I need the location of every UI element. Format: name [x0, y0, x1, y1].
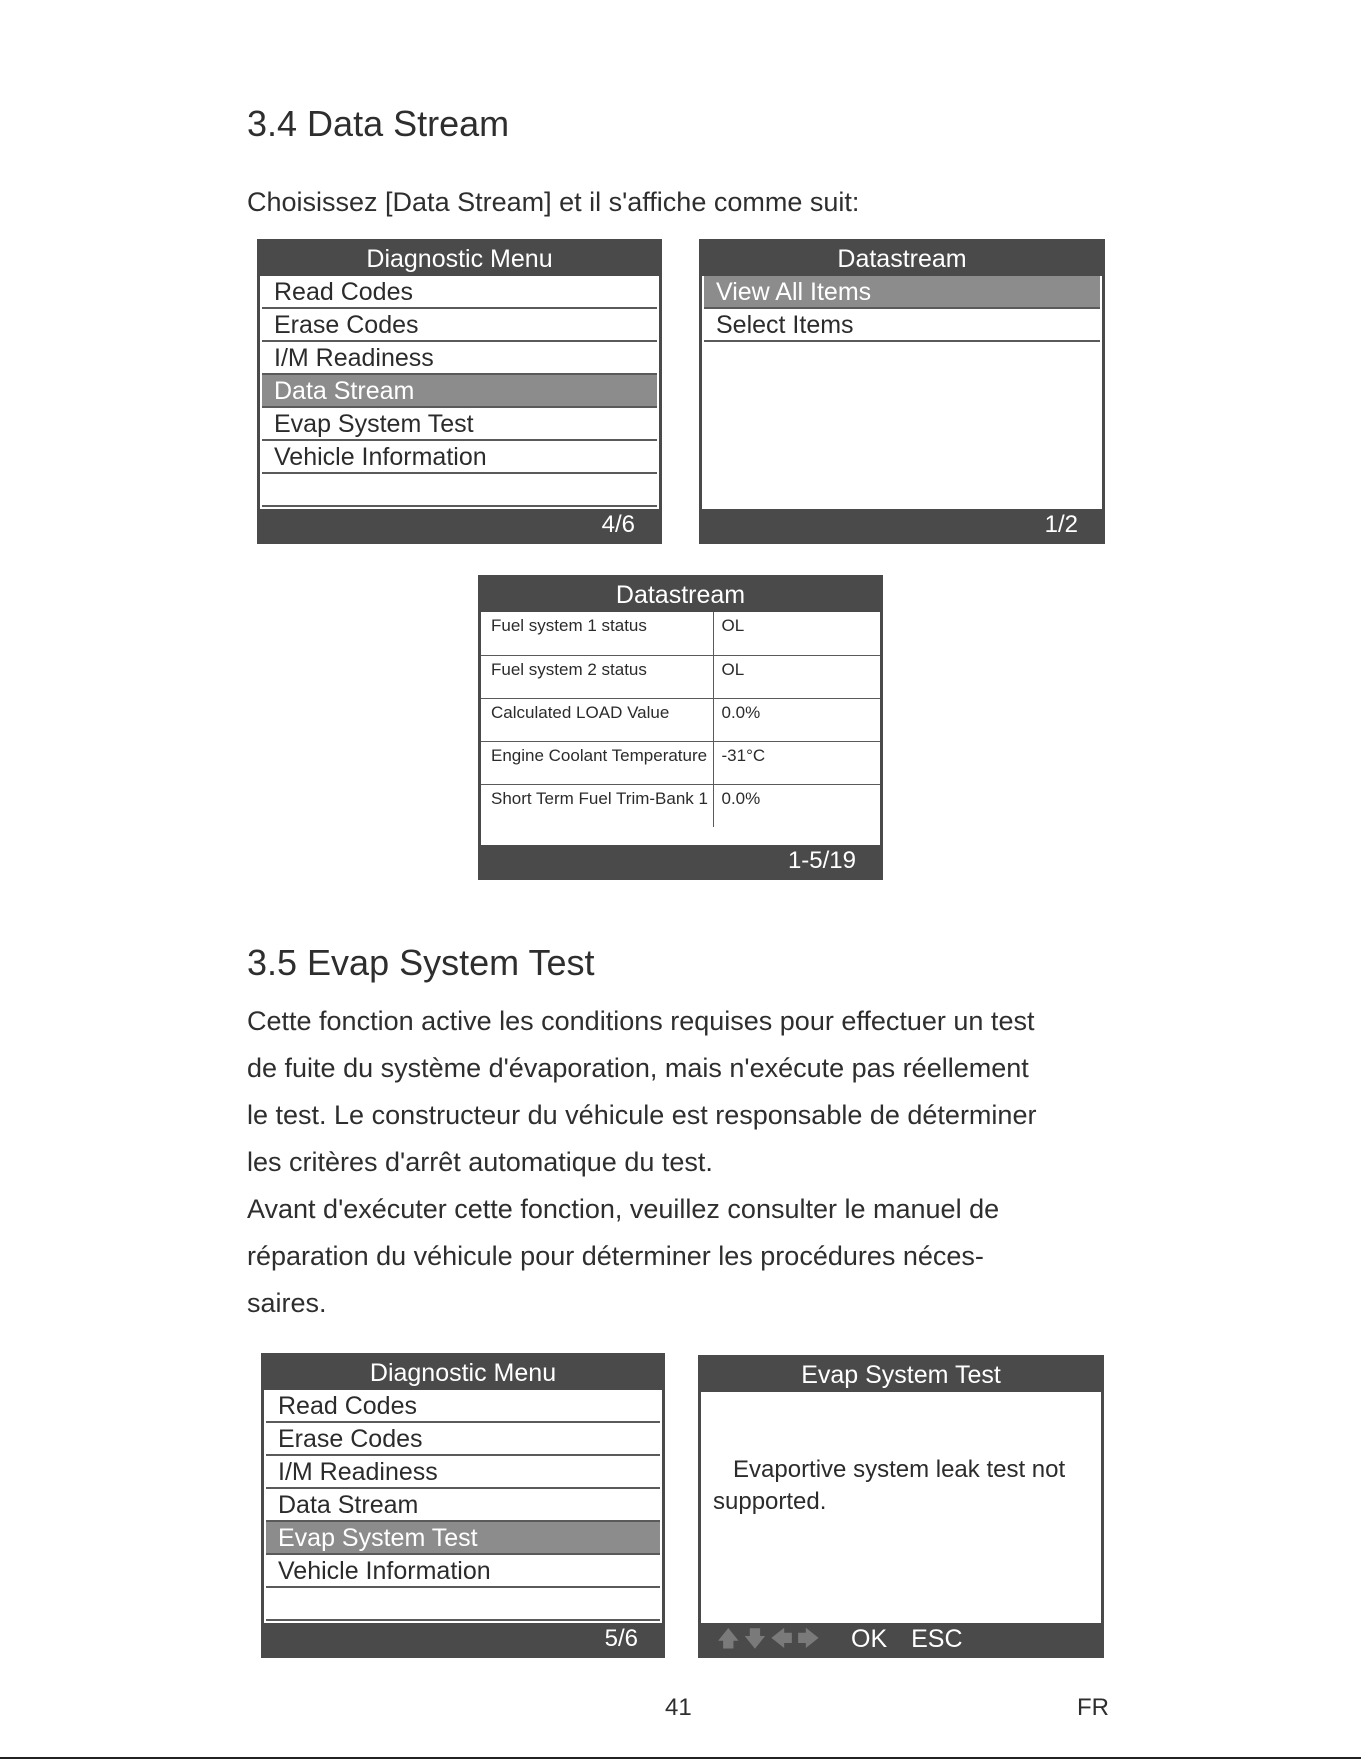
language-code: FR [1077, 1694, 1109, 1721]
table-row[interactable] [481, 784, 880, 827]
menu-list [260, 276, 659, 509]
evap-message [701, 1392, 1101, 1518]
menu-item-empty [266, 1588, 660, 1621]
pid-value: 0.0% [713, 698, 880, 741]
ok-button[interactable]: OK [851, 1625, 888, 1653]
table-row[interactable] [481, 655, 880, 698]
screen-title: Diagnostic Menu [260, 242, 659, 276]
arrow-down-icon[interactable]: 🡇 [743, 1626, 771, 1651]
screen-footer [702, 509, 1102, 541]
menu-item-select-items[interactable]: Select Items [704, 309, 1100, 342]
paragraph-line: le test. Le constructeur du véhicule est responsable de déterminer [247, 1100, 1037, 1130]
nav-arrows [717, 1623, 824, 1655]
menu-item-read-codes[interactable]: Read Codes [266, 1390, 660, 1423]
page-indicator: 1-5/19 [787, 847, 856, 874]
menu-item-read-codes[interactable]: Read Codes [262, 276, 657, 309]
pid-value: 0.0% [713, 784, 880, 827]
paragraph-line: de fuite du système d'évaporation, mais n'exécute pas réellement [247, 1053, 1029, 1083]
menu-item-evap-system-test[interactable]: Evap System Test [266, 1522, 660, 1555]
screen-footer [264, 1623, 662, 1655]
menu-item-vehicle-information[interactable]: Vehicle Information [262, 441, 657, 474]
menu-item-im-readiness[interactable]: I/M Readiness [262, 342, 657, 375]
arrow-right-icon[interactable]: 🡆 [796, 1626, 824, 1651]
table-row[interactable] [481, 612, 880, 655]
screen-footer [260, 509, 659, 541]
screen-title: Datastream [481, 578, 880, 612]
paragraph-line: les critères d'arrêt automatique du test. [247, 1147, 713, 1177]
section-paragraph-evap [247, 998, 1036, 1327]
menu-item-vehicle-information[interactable]: Vehicle Information [266, 1555, 660, 1588]
page-indicator: 1/2 [1044, 511, 1078, 538]
arrow-up-icon[interactable]: 🡅 [717, 1626, 744, 1651]
screen-diagnostic-menu-1 [257, 239, 662, 544]
evap-message-text: Evaportive system leak test not supported. [713, 1456, 1066, 1515]
page-indicator: 5/6 [604, 1625, 638, 1652]
screen-evap-system-test [698, 1355, 1104, 1658]
screen-footer [701, 1623, 1101, 1655]
menu-item-erase-codes[interactable]: Erase Codes [266, 1423, 660, 1456]
pid-label: Short Term Fuel Trim-Bank 1 [491, 788, 708, 808]
screen-title: Diagnostic Menu [264, 1356, 662, 1390]
page-indicator: 4/6 [601, 511, 635, 538]
menu-list [702, 276, 1102, 509]
section-heading-evap-system-test: 3.5 Evap System Test [247, 942, 595, 983]
menu-item-im-readiness[interactable]: I/M Readiness [266, 1456, 660, 1489]
paragraph-line: réparation du véhicule pour déterminer les procédures néces- [247, 1241, 984, 1271]
pid-label: Fuel system 1 status [481, 612, 713, 655]
pid-label: Fuel system 2 status [481, 655, 713, 698]
menu-item-evap-system-test[interactable]: Evap System Test [262, 408, 657, 441]
screen-datastream-menu [699, 239, 1105, 544]
bottom-divider [0, 1757, 1361, 1759]
screen-footer [481, 845, 880, 877]
paragraph-line: Cette fonction active les conditions requises pour effectuer un test [247, 1006, 1035, 1036]
section-heading-data-stream: 3.4 Data Stream [247, 103, 510, 144]
datastream-table [481, 612, 880, 827]
screen-message-area [701, 1392, 1101, 1623]
menu-item-erase-codes[interactable]: Erase Codes [262, 309, 657, 342]
esc-button[interactable]: ESC [911, 1625, 963, 1653]
screen-title: Datastream [702, 242, 1102, 276]
datastream-table-wrap [481, 612, 880, 845]
screen-title: Evap System Test [701, 1358, 1101, 1392]
menu-item-data-stream[interactable]: Data Stream [262, 375, 657, 408]
screen-datastream-values [478, 575, 883, 880]
footer-keys [851, 1623, 987, 1655]
paragraph-line: Avant d'exécuter cette fonction, veuillez consulter le manuel de [247, 1194, 1000, 1224]
pid-value: -31°C [713, 741, 880, 784]
table-row[interactable] [481, 698, 880, 741]
paragraph-line: saires. [247, 1288, 327, 1318]
pid-label: Engine Coolant Temperature [481, 741, 713, 784]
pid-value: OL [713, 655, 880, 698]
arrow-left-icon[interactable]: 🡄 [770, 1626, 797, 1651]
section-intro-data-stream: Choisissez [Data Stream] et il s'affiche comme suit: [247, 187, 860, 217]
table-row[interactable] [481, 741, 880, 784]
menu-item-empty [262, 474, 657, 507]
screen-diagnostic-menu-2 [261, 1353, 665, 1658]
pid-value: OL [713, 612, 880, 655]
menu-item-data-stream[interactable]: Data Stream [266, 1489, 660, 1522]
pid-label: Calculated LOAD Value [481, 698, 713, 741]
menu-list [264, 1390, 662, 1623]
page-number: 41 [665, 1694, 692, 1721]
menu-item-view-all-items[interactable]: View All Items [704, 276, 1100, 309]
